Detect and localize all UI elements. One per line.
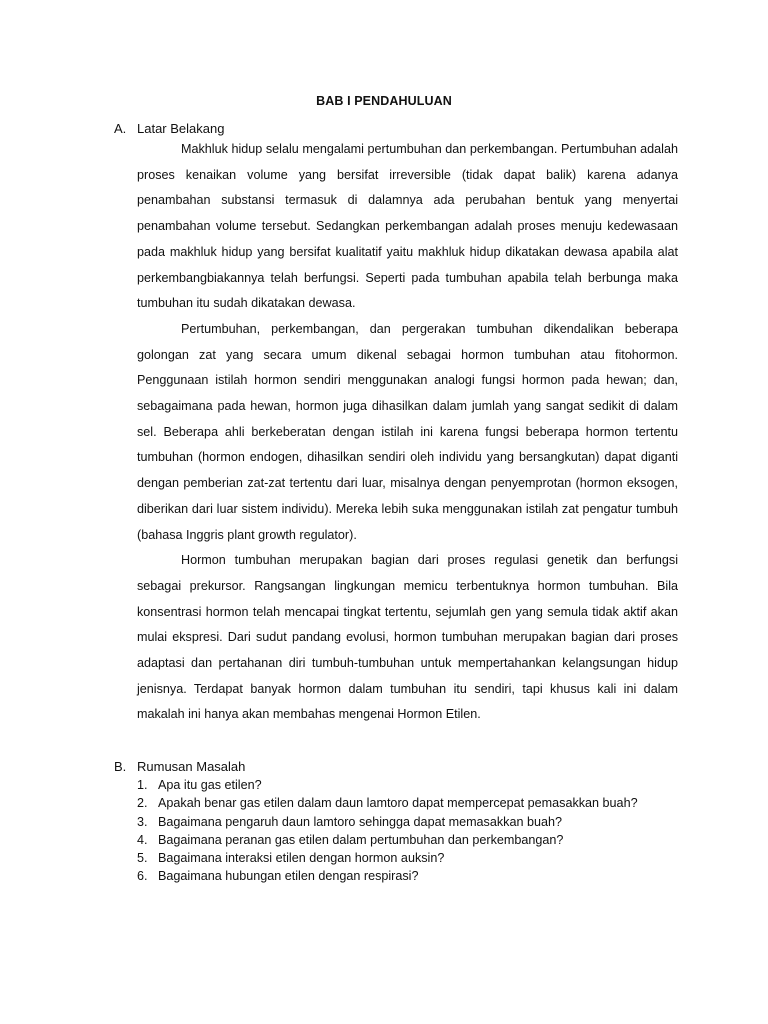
chapter-title: BAB I PENDAHULUAN bbox=[316, 94, 452, 108]
list-number: 4. bbox=[137, 832, 148, 847]
section-b-heading bbox=[114, 759, 245, 774]
list-item bbox=[137, 813, 697, 831]
list-text: Apakah benar gas etilen dalam daun lamtoro dapat mempercepat pemasakkan buah? bbox=[158, 796, 638, 811]
section-a-title: Latar Belakang bbox=[137, 121, 225, 136]
problem-list bbox=[137, 776, 697, 886]
list-number: 5. bbox=[137, 851, 148, 866]
paragraph: Pertumbuhan, perkembangan, dan pergerakan tumbuhan dikendalikan beberapa golongan zat yang secara umum dikenal sebagai hormon tumbuhan atau fitohormon. Penggunaan istilah hormon sendiri menggunakan analogi fungsi hormon pada hewan; dan, sebagaimana pada hewan, hormon juga dihasilkan dalam jumlah yang sangat sedikit di dalam sel. Beberapa ahli berkeberatan dengan istilah ini karena fungsi beberapa hormon tertentu tumbuhan (hormon endogen, dihasilkan sendiri oleh individu yang bersangkutan) dapat diganti dengan pemberian zat-zat tertentu dari luar, misalnya dengan penyemprotan (hormon eksogen, diberikan dari luar sistem individu). Mereka lebih suka menggunakan istilah zat pengatur tumbuh (bahasa Inggris plant growth regulator). bbox=[137, 321, 678, 542]
section-a-letter: A. bbox=[114, 121, 127, 136]
paragraph: Makhluk hidup selalu mengalami pertumbuhan dan perkembangan. Pertumbuhan adalah proses kenaikan volume yang bersifat irreversible (tidak dapat balik) karena adanya penambahan substansi termasuk di dalamnya ada perubahan bentuk yang menyertai penambahan volume tersebut. Sedangkan perkembangan adalah proses menuju kedewasaan pada makhluk hidup yang bersifat kualitatif yaitu makhluk hidup dikatakan dewasa apabila alat perkembangbiakannya telah berfungsi. Seperti pada tumbuhan apabila telah berbunga maka tumbuhan itu sudah dikatakan dewasa. bbox=[137, 142, 678, 311]
section-a-heading bbox=[114, 121, 224, 136]
section-b-letter: B. bbox=[114, 759, 127, 774]
section-a-body bbox=[137, 137, 678, 728]
list-item bbox=[137, 794, 697, 812]
list-number: 2. bbox=[137, 796, 148, 811]
list-item bbox=[137, 867, 697, 885]
list-number: 6. bbox=[137, 869, 148, 884]
list-text: Bagaimana pengaruh daun lamtoro sehingga dapat memasakkan buah? bbox=[158, 814, 562, 829]
list-text: Bagaimana hubungan etilen dengan respirasi? bbox=[158, 869, 419, 884]
list-item bbox=[137, 849, 697, 867]
list-text: Bagaimana peranan gas etilen dalam pertumbuhan dan perkembangan? bbox=[158, 832, 564, 847]
paragraph: Hormon tumbuhan merupakan bagian dari proses regulasi genetik dan berfungsi sebagai prekursor. Rangsangan lingkungan memicu terbentuknya hormon tumbuhan. Bila konsentrasi hormon telah mencapai tingkat tertentu, sejumlah gen yang semula tidak aktif akan mulai ekspresi. Dari sudut pandang evolusi, hormon tumbuhan merupakan bagian dari proses adaptasi dan pertahanan diri tumbuh-tumbuhan untuk mempertahankan kelangsungan hidup jenisnya. Terdapat banyak hormon dalam tumbuhan itu sendiri, tapi khusus kali ini dalam makalah ini hanya akan membahas mengenai Hormon Etilen. bbox=[137, 553, 678, 722]
list-item bbox=[137, 831, 697, 849]
section-b-title: Rumusan Masalah bbox=[137, 759, 246, 774]
list-number: 1. bbox=[137, 778, 148, 792]
list-text: Apa itu gas etilen? bbox=[158, 778, 262, 792]
list-number: 3. bbox=[137, 814, 148, 829]
list-text: Bagaimana interaksi etilen dengan hormon auksin? bbox=[158, 851, 445, 866]
list-item bbox=[137, 776, 697, 794]
